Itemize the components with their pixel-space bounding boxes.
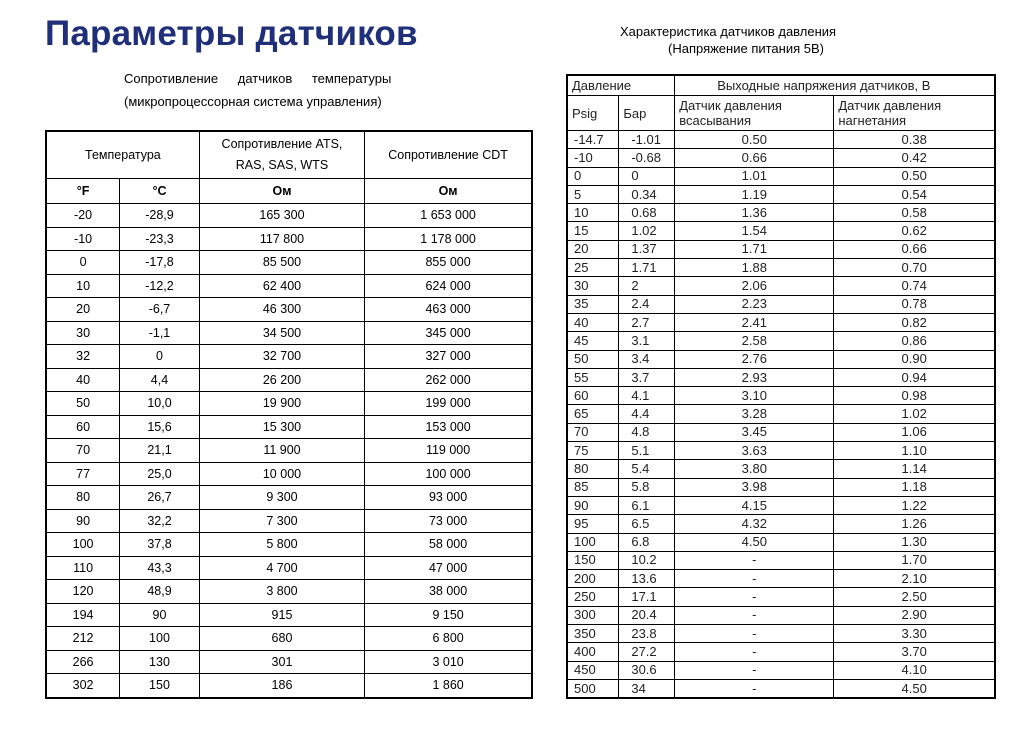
- header-psig: Psig: [567, 96, 619, 131]
- cell-suction-voltage: 2.93: [675, 368, 834, 386]
- cell-suction-voltage: -: [675, 643, 834, 661]
- cell-celsius: 37,8: [120, 533, 200, 557]
- cell-resistance-ats: 9 300: [199, 486, 364, 510]
- cell-bar: 4.8: [619, 423, 675, 441]
- cell-resistance-cdt: 345 000: [365, 321, 532, 345]
- cell-discharge-voltage: 0.82: [834, 313, 995, 331]
- cell-suction-voltage: 0.66: [675, 149, 834, 167]
- cell-fahrenheit: -20: [46, 204, 120, 228]
- cell-celsius: -23,3: [120, 227, 200, 251]
- cell-discharge-voltage: 0.98: [834, 387, 995, 405]
- table-row: [567, 313, 995, 331]
- cell-bar: 5.1: [619, 442, 675, 460]
- table-row: [46, 533, 532, 557]
- cell-bar: 0.34: [619, 185, 675, 203]
- table-row: [46, 368, 532, 392]
- table-row: [46, 321, 532, 345]
- cell-resistance-cdt: 9 150: [365, 603, 532, 627]
- cell-bar: 1.02: [619, 222, 675, 240]
- cell-fahrenheit: 266: [46, 650, 120, 674]
- cell-psig: 80: [567, 460, 619, 478]
- header-suction-line2: всасывания: [679, 113, 752, 128]
- table-row: [567, 350, 995, 368]
- cell-resistance-ats: 34 500: [199, 321, 364, 345]
- cell-discharge-voltage: 1.18: [834, 478, 995, 496]
- cell-psig: 400: [567, 643, 619, 661]
- table-row: [567, 570, 995, 588]
- table-row: [567, 222, 995, 240]
- cell-suction-voltage: -: [675, 551, 834, 569]
- cell-celsius: 48,9: [120, 580, 200, 604]
- cell-bar: 6.5: [619, 515, 675, 533]
- table-row: [46, 580, 532, 604]
- header-ats-line1: Сопротивление ATS,: [221, 137, 343, 151]
- table-row: [567, 167, 995, 185]
- cell-fahrenheit: 77: [46, 462, 120, 486]
- cell-resistance-cdt: 199 000: [365, 392, 532, 416]
- cell-bar: 13.6: [619, 570, 675, 588]
- cell-psig: -14.7: [567, 131, 619, 149]
- cell-bar: 6.1: [619, 496, 675, 514]
- cell-suction-voltage: 3.45: [675, 423, 834, 441]
- cell-celsius: -1,1: [120, 321, 200, 345]
- cell-celsius: 26,7: [120, 486, 200, 510]
- cell-discharge-voltage: 1.06: [834, 423, 995, 441]
- cell-discharge-voltage: 0.86: [834, 332, 995, 350]
- cell-resistance-ats: 85 500: [199, 251, 364, 275]
- cell-bar: 2.7: [619, 313, 675, 331]
- cell-fahrenheit: 90: [46, 509, 120, 533]
- cell-discharge-voltage: 0.66: [834, 240, 995, 258]
- cell-psig: 5: [567, 185, 619, 203]
- cell-bar: 4.4: [619, 405, 675, 423]
- cell-bar: 0: [619, 167, 675, 185]
- cell-resistance-ats: 186: [199, 674, 364, 698]
- cell-suction-voltage: 2.23: [675, 295, 834, 313]
- cell-suction-voltage: 0.50: [675, 131, 834, 149]
- cell-fahrenheit: 50: [46, 392, 120, 416]
- cell-suction-voltage: 1.88: [675, 259, 834, 277]
- cell-suction-voltage: 1.19: [675, 185, 834, 203]
- cell-fahrenheit: 212: [46, 627, 120, 651]
- table-row: [567, 387, 995, 405]
- cell-resistance-ats: 165 300: [199, 204, 364, 228]
- cell-celsius: 100: [120, 627, 200, 651]
- table-row: [567, 204, 995, 222]
- cell-fahrenheit: 20: [46, 298, 120, 322]
- cell-discharge-voltage: 0.70: [834, 259, 995, 277]
- cell-celsius: -17,8: [120, 251, 200, 275]
- cell-suction-voltage: -: [675, 625, 834, 643]
- cell-discharge-voltage: 2.10: [834, 570, 995, 588]
- header-ohm-ats: Ом: [199, 179, 364, 204]
- table-row: [567, 277, 995, 295]
- cell-bar: 2.4: [619, 295, 675, 313]
- table-row: [567, 625, 995, 643]
- cell-suction-voltage: -: [675, 588, 834, 606]
- cell-bar: 2: [619, 277, 675, 295]
- table-row: [567, 368, 995, 386]
- cell-discharge-voltage: 2.90: [834, 606, 995, 624]
- cell-psig: 65: [567, 405, 619, 423]
- cell-bar: 17.1: [619, 588, 675, 606]
- cell-suction-voltage: -: [675, 606, 834, 624]
- cell-fahrenheit: 10: [46, 274, 120, 298]
- cell-discharge-voltage: 0.94: [834, 368, 995, 386]
- table-row: [567, 533, 995, 551]
- cell-psig: 30: [567, 277, 619, 295]
- cell-psig: -10: [567, 149, 619, 167]
- cell-resistance-cdt: 153 000: [365, 415, 532, 439]
- cell-suction-voltage: -: [675, 661, 834, 679]
- cell-fahrenheit: 30: [46, 321, 120, 345]
- cell-suction-voltage: 1.54: [675, 222, 834, 240]
- cell-celsius: -12,2: [120, 274, 200, 298]
- cell-bar: 5.4: [619, 460, 675, 478]
- cell-discharge-voltage: 3.70: [834, 643, 995, 661]
- cell-psig: 150: [567, 551, 619, 569]
- cell-resistance-ats: 915: [199, 603, 364, 627]
- cell-fahrenheit: 0: [46, 251, 120, 275]
- cell-psig: 70: [567, 423, 619, 441]
- cell-bar: 20.4: [619, 606, 675, 624]
- table-row: [567, 259, 995, 277]
- cell-bar: -0.68: [619, 149, 675, 167]
- cell-fahrenheit: 60: [46, 415, 120, 439]
- cell-discharge-voltage: 4.50: [834, 679, 995, 698]
- cell-psig: 75: [567, 442, 619, 460]
- cell-resistance-cdt: 58 000: [365, 533, 532, 557]
- cell-bar: 1.71: [619, 259, 675, 277]
- cell-bar: 27.2: [619, 643, 675, 661]
- cell-celsius: -6,7: [120, 298, 200, 322]
- cell-suction-voltage: 4.32: [675, 515, 834, 533]
- cell-psig: 35: [567, 295, 619, 313]
- cell-fahrenheit: 100: [46, 533, 120, 557]
- cell-discharge-voltage: 1.26: [834, 515, 995, 533]
- cell-resistance-cdt: 1 860: [365, 674, 532, 698]
- cell-celsius: -28,9: [120, 204, 200, 228]
- cell-discharge-voltage: 0.50: [834, 167, 995, 185]
- cell-discharge-voltage: 0.62: [834, 222, 995, 240]
- header-resistance-cdt: Сопротивление CDT: [365, 131, 532, 179]
- cell-suction-voltage: 3.98: [675, 478, 834, 496]
- table-row: [46, 298, 532, 322]
- cell-celsius: 21,1: [120, 439, 200, 463]
- cell-bar: 34: [619, 679, 675, 698]
- cell-suction-voltage: 2.58: [675, 332, 834, 350]
- cell-resistance-cdt: 327 000: [365, 345, 532, 369]
- page-title: Параметры датчиков: [45, 14, 418, 53]
- cell-resistance-ats: 15 300: [199, 415, 364, 439]
- cell-resistance-ats: 11 900: [199, 439, 364, 463]
- table-row: [567, 295, 995, 313]
- cell-fahrenheit: 70: [46, 439, 120, 463]
- cell-suction-voltage: 1.01: [675, 167, 834, 185]
- cell-suction-voltage: 4.50: [675, 533, 834, 551]
- cell-psig: 100: [567, 533, 619, 551]
- cell-bar: 4.1: [619, 387, 675, 405]
- cell-resistance-ats: 62 400: [199, 274, 364, 298]
- cell-suction-voltage: 3.10: [675, 387, 834, 405]
- cell-resistance-cdt: 100 000: [365, 462, 532, 486]
- cell-resistance-ats: 19 900: [199, 392, 364, 416]
- table-row: [567, 442, 995, 460]
- cell-discharge-voltage: 1.70: [834, 551, 995, 569]
- cell-psig: 40: [567, 313, 619, 331]
- cell-celsius: 43,3: [120, 556, 200, 580]
- table-row: [567, 606, 995, 624]
- cell-discharge-voltage: 2.50: [834, 588, 995, 606]
- cell-bar: 23.8: [619, 625, 675, 643]
- cell-suction-voltage: 2.76: [675, 350, 834, 368]
- table-row: [567, 185, 995, 203]
- cell-discharge-voltage: 1.14: [834, 460, 995, 478]
- table-row: [567, 460, 995, 478]
- cell-bar: 0.68: [619, 204, 675, 222]
- cell-psig: 90: [567, 496, 619, 514]
- cell-psig: 200: [567, 570, 619, 588]
- table-row: [567, 423, 995, 441]
- cell-discharge-voltage: 1.30: [834, 533, 995, 551]
- table-row: [567, 332, 995, 350]
- cell-fahrenheit: 302: [46, 674, 120, 698]
- cell-fahrenheit: 110: [46, 556, 120, 580]
- pressure-sensor-table: [566, 74, 996, 699]
- cell-resistance-cdt: 262 000: [365, 368, 532, 392]
- cell-fahrenheit: 32: [46, 345, 120, 369]
- cell-suction-voltage: 4.15: [675, 496, 834, 514]
- cell-discharge-voltage: 0.90: [834, 350, 995, 368]
- cell-discharge-voltage: 0.54: [834, 185, 995, 203]
- cell-suction-voltage: 1.36: [675, 204, 834, 222]
- table-row: [567, 478, 995, 496]
- header-temperature: Температура: [46, 131, 199, 179]
- cell-resistance-ats: 10 000: [199, 462, 364, 486]
- cell-discharge-voltage: 0.42: [834, 149, 995, 167]
- cell-celsius: 130: [120, 650, 200, 674]
- cell-psig: 55: [567, 368, 619, 386]
- table-row: [46, 627, 532, 651]
- cell-resistance-cdt: 855 000: [365, 251, 532, 275]
- cell-celsius: 150: [120, 674, 200, 698]
- cell-discharge-voltage: 1.02: [834, 405, 995, 423]
- table-row: [46, 556, 532, 580]
- table-row: [46, 204, 532, 228]
- cell-resistance-ats: 46 300: [199, 298, 364, 322]
- table-row: [46, 274, 532, 298]
- header-suction-line1: Датчик давления: [679, 98, 782, 113]
- cell-psig: 85: [567, 478, 619, 496]
- table-row: [46, 603, 532, 627]
- cell-discharge-voltage: 1.10: [834, 442, 995, 460]
- table-row: [567, 149, 995, 167]
- cell-bar: 3.1: [619, 332, 675, 350]
- cell-celsius: 32,2: [120, 509, 200, 533]
- cell-psig: 450: [567, 661, 619, 679]
- header-bar: Бар: [619, 96, 675, 131]
- cell-discharge-voltage: 1.22: [834, 496, 995, 514]
- table-row: [567, 679, 995, 698]
- cell-psig: 50: [567, 350, 619, 368]
- header-discharge-sensor: [834, 96, 995, 131]
- cell-resistance-cdt: 1 178 000: [365, 227, 532, 251]
- cell-bar: 6.8: [619, 533, 675, 551]
- cell-resistance-cdt: 119 000: [365, 439, 532, 463]
- pressure-caption-line2: (Напряжение питания 5В): [668, 41, 824, 56]
- table-row: [46, 415, 532, 439]
- cell-psig: 350: [567, 625, 619, 643]
- cell-bar: -1.01: [619, 131, 675, 149]
- cell-suction-voltage: 1.71: [675, 240, 834, 258]
- header-celsius: °C: [120, 179, 200, 204]
- cell-resistance-ats: 32 700: [199, 345, 364, 369]
- header-discharge-line2: нагнетания: [838, 113, 907, 128]
- table-row: [46, 650, 532, 674]
- cell-psig: 45: [567, 332, 619, 350]
- table-row: [567, 405, 995, 423]
- temp-caption-line1: Сопротивление датчиков температуры: [124, 71, 392, 86]
- cell-discharge-voltage: 3.30: [834, 625, 995, 643]
- cell-psig: 0: [567, 167, 619, 185]
- pressure-caption-line1: Характеристика датчиков давления: [620, 24, 837, 39]
- table-row: [46, 674, 532, 698]
- cell-resistance-ats: 3 800: [199, 580, 364, 604]
- header-fahrenheit: °F: [46, 179, 120, 204]
- cell-resistance-cdt: 38 000: [365, 580, 532, 604]
- cell-celsius: 4,4: [120, 368, 200, 392]
- cell-resistance-cdt: 1 653 000: [365, 204, 532, 228]
- temp-caption-line2: (микропроцессорная система управления): [124, 94, 382, 109]
- header-discharge-line1: Датчик давления: [838, 98, 942, 113]
- table-row: [46, 509, 532, 533]
- cell-bar: 1.37: [619, 240, 675, 258]
- cell-discharge-voltage: 0.78: [834, 295, 995, 313]
- cell-celsius: 15,6: [120, 415, 200, 439]
- cell-resistance-ats: 4 700: [199, 556, 364, 580]
- cell-psig: 500: [567, 679, 619, 698]
- table-row: [46, 345, 532, 369]
- cell-fahrenheit: -10: [46, 227, 120, 251]
- cell-suction-voltage: 3.28: [675, 405, 834, 423]
- cell-bar: 5.8: [619, 478, 675, 496]
- header-suction-sensor: [675, 96, 834, 131]
- cell-resistance-ats: 680: [199, 627, 364, 651]
- table-row: [46, 251, 532, 275]
- table-row: [46, 486, 532, 510]
- cell-celsius: 90: [120, 603, 200, 627]
- temperature-sensor-table: [45, 130, 533, 699]
- table-row: [46, 462, 532, 486]
- header-resistance-ats: [199, 131, 364, 179]
- cell-resistance-ats: 26 200: [199, 368, 364, 392]
- cell-suction-voltage: -: [675, 679, 834, 698]
- table-row: [567, 588, 995, 606]
- cell-psig: 250: [567, 588, 619, 606]
- cell-fahrenheit: 80: [46, 486, 120, 510]
- table-row: [567, 496, 995, 514]
- cell-psig: 300: [567, 606, 619, 624]
- cell-suction-voltage: 3.80: [675, 460, 834, 478]
- cell-discharge-voltage: 0.74: [834, 277, 995, 295]
- cell-bar: 30.6: [619, 661, 675, 679]
- cell-celsius: 25,0: [120, 462, 200, 486]
- cell-suction-voltage: 2.06: [675, 277, 834, 295]
- header-output-voltage: Выходные напряжения датчиков, В: [675, 75, 995, 96]
- table-row: [567, 661, 995, 679]
- cell-psig: 95: [567, 515, 619, 533]
- cell-fahrenheit: 120: [46, 580, 120, 604]
- cell-resistance-cdt: 463 000: [365, 298, 532, 322]
- cell-suction-voltage: -: [675, 570, 834, 588]
- cell-resistance-cdt: 93 000: [365, 486, 532, 510]
- table-row: [567, 131, 995, 149]
- cell-resistance-ats: 301: [199, 650, 364, 674]
- cell-bar: 3.7: [619, 368, 675, 386]
- temp-units-row: [46, 179, 532, 204]
- cell-resistance-ats: 7 300: [199, 509, 364, 533]
- cell-resistance-cdt: 73 000: [365, 509, 532, 533]
- cell-psig: 25: [567, 259, 619, 277]
- table-row: [567, 551, 995, 569]
- cell-psig: 60: [567, 387, 619, 405]
- header-ohm-cdt: Ом: [365, 179, 532, 204]
- cell-suction-voltage: 2.41: [675, 313, 834, 331]
- table-row: [567, 240, 995, 258]
- cell-psig: 10: [567, 204, 619, 222]
- cell-psig: 15: [567, 222, 619, 240]
- cell-resistance-cdt: 6 800: [365, 627, 532, 651]
- cell-bar: 10.2: [619, 551, 675, 569]
- cell-resistance-cdt: 47 000: [365, 556, 532, 580]
- cell-resistance-cdt: 3 010: [365, 650, 532, 674]
- header-ats-line2: RAS, SAS, WTS: [235, 158, 329, 172]
- table-row: [46, 439, 532, 463]
- cell-celsius: 10,0: [120, 392, 200, 416]
- cell-discharge-voltage: 0.58: [834, 204, 995, 222]
- table-row: [46, 227, 532, 251]
- cell-fahrenheit: 194: [46, 603, 120, 627]
- cell-suction-voltage: 3.63: [675, 442, 834, 460]
- cell-celsius: 0: [120, 345, 200, 369]
- pressure-subheader-row: [567, 96, 995, 131]
- cell-discharge-voltage: 0.38: [834, 131, 995, 149]
- table-row: [567, 515, 995, 533]
- temp-header-row: [46, 131, 532, 179]
- header-pressure: Давление: [567, 75, 675, 96]
- cell-resistance-ats: 117 800: [199, 227, 364, 251]
- cell-psig: 20: [567, 240, 619, 258]
- cell-resistance-cdt: 624 000: [365, 274, 532, 298]
- pressure-header-row: [567, 75, 995, 96]
- table-row: [567, 643, 995, 661]
- cell-discharge-voltage: 4.10: [834, 661, 995, 679]
- table-row: [46, 392, 532, 416]
- cell-fahrenheit: 40: [46, 368, 120, 392]
- cell-bar: 3.4: [619, 350, 675, 368]
- cell-resistance-ats: 5 800: [199, 533, 364, 557]
